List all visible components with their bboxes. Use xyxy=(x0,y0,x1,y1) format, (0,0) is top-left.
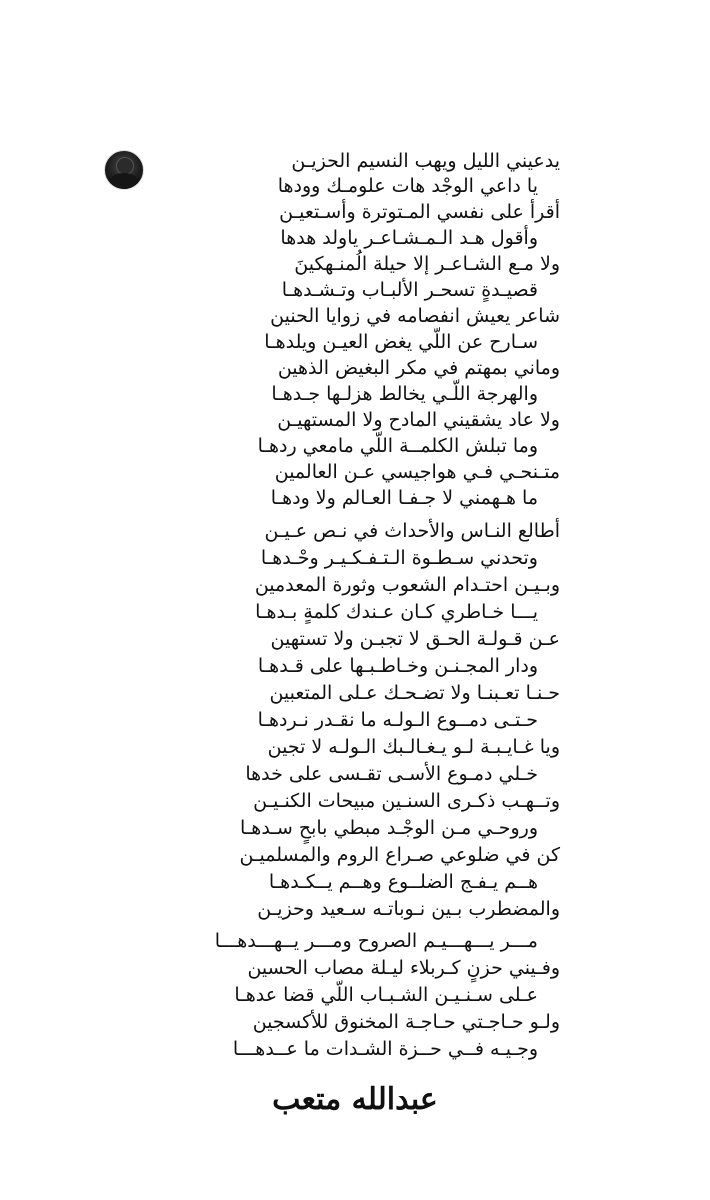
poem-line: شاعر يعيش انفصامه في زوايا الحنين xyxy=(270,305,560,327)
poem-line: حـتـى دمــوع الـولـه ما نقـدر نـردهـا xyxy=(257,709,538,731)
poem-line: وأقول هـد الـمـشـاعـر ياولد هدها xyxy=(280,227,538,249)
poem-line: وتــهـب ذكـرى السنـين مبيحات الكنـيـن xyxy=(253,790,560,812)
poem-line: مـــر يـــهـــيـم الصروح ومـــر يــهـــدهـــا xyxy=(214,930,538,952)
poem-line: أطالع النـاس والأحداث في نـص عـيـن xyxy=(264,520,560,542)
poem-line: وفـيني حزنٍ كـربلاء ليـلة مصاب الحسين xyxy=(247,957,560,979)
poem-line: وما تبلش الكلمــة اللّي مامعي ردهـا xyxy=(257,435,538,457)
poem-line: وماني بمهتم في مكر البغيض الذهين xyxy=(277,357,560,379)
poem-line: عـن قـولـة الحـق لا تجبـن ولا تستهين xyxy=(270,628,560,650)
poem-line: ولا عاد يشقيني المادح ولا المستهيـن xyxy=(277,409,560,431)
poem-line: خـلي دمـوع الأسـى تقـسى على خدها xyxy=(245,763,538,785)
poem-line: والهرجة اللّـي يخالط هزلـها جـدهـا xyxy=(271,383,538,405)
poem-line: يـــا خـاطري كـان عـندك كلمةٍ بـدهـا xyxy=(255,601,538,623)
poem-line: عـلى سـنـيـن الشـبـاب اللّي قضا عدهـا xyxy=(234,984,538,1006)
avatar-shoulders xyxy=(109,173,139,190)
poem-line: كن في ضلوعي صـراع الروم والمسلميـن xyxy=(239,844,560,866)
poem-line: ويا غـايـبـة لـو يـغـالـبك الـولـه لا تجين xyxy=(267,736,560,758)
poem-line: وجـيـه فــي حــزة الشـدات ما عــدهـــا xyxy=(232,1038,538,1060)
poem-line: وبـيـن احتـدام الشعوب وثورة المعدمين xyxy=(254,574,560,596)
poem-line: هــم يـفـج الضلــوع وهــم يــكـدهـا xyxy=(268,871,538,893)
poem-line: سـارح عن اللّي يغض العيـن ويلدهـا xyxy=(264,331,538,353)
poem-line: ولـو حـاجـتي حـاجـة المخنوق للأكسجين xyxy=(252,1011,560,1033)
poem-line: وتحدني سـطـوة الـتـفـكـيـر وحْـدهـا xyxy=(260,547,538,569)
poem-line: ودار المجـنـن وخـاطـبـها على قـدهـا xyxy=(257,655,538,677)
poem-line: يدعيني الليل ويهب النسيم الحزيـن xyxy=(291,150,560,172)
poem-line: وروحـي مـن الوجْـد مبطي بابحٍ سـدهـا xyxy=(239,817,538,839)
avatar xyxy=(104,150,144,190)
poem-line: متـنحـي فـي هواجيسي عـن العالمين xyxy=(274,461,560,483)
poem-line: ما هـهمني لا جـفـا العـالم ولا ودهـا xyxy=(270,487,538,509)
signature: عبدالله متعب xyxy=(272,1082,438,1117)
poem-line: قصيـدةٍ تسحـر الألبـاب وتـشـدهـا xyxy=(281,279,538,301)
poem-line: والمضطرب بـين نـوباتـه سـعيد وحزيـن xyxy=(257,898,560,920)
poem-line: ولا مـع الشـاعـر إلا حيلة الُمنـهكينَ xyxy=(294,253,560,275)
poem-line: يا داعي الوجْد هات علومـك وودها xyxy=(277,175,538,197)
poem-line: حـنـا تعـبنـا ولا تضـحـك عـلى المتعبين xyxy=(269,682,560,704)
poem-line: أقرأ على نفسي المـتوترة وأسـتعيـن xyxy=(279,201,560,223)
